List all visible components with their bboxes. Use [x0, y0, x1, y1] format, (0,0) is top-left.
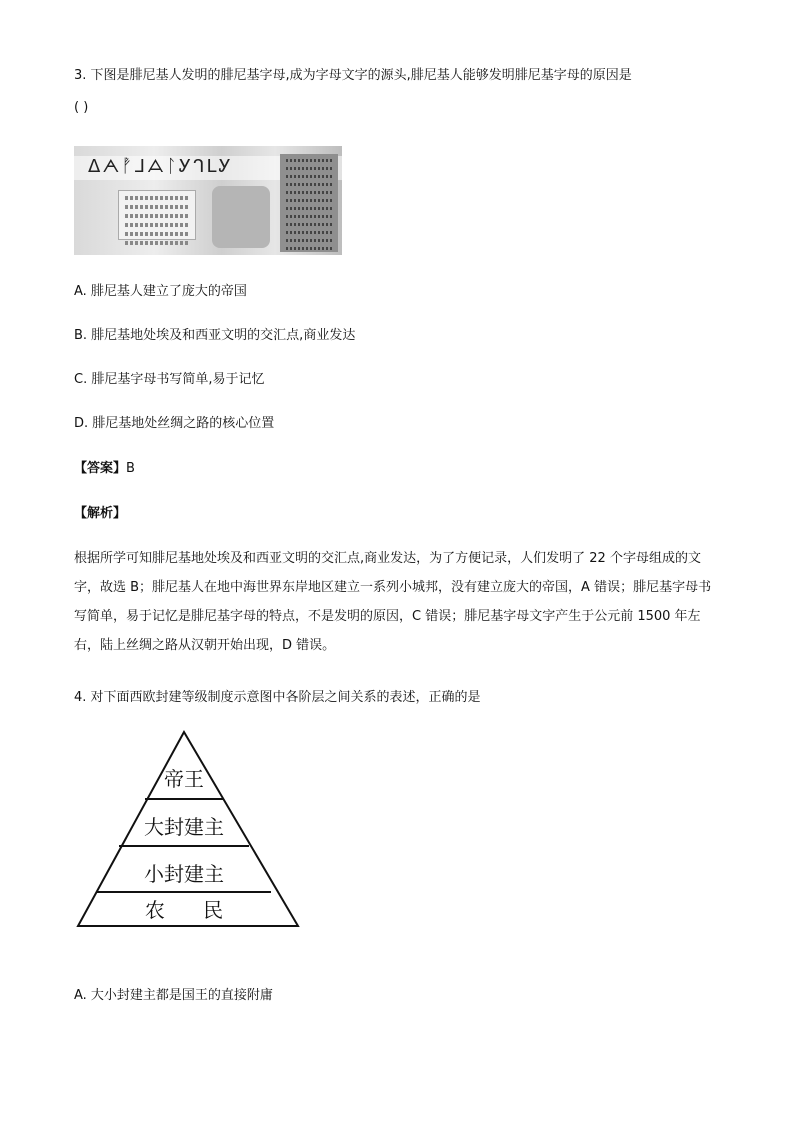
q3-option-b: B. 腓尼基地处埃及和西亚文明的交汇点,商业发达	[74, 328, 356, 343]
pyramid-level-lesser-lord: 小封建主	[144, 862, 224, 886]
q4-option-a: A. 大小封建主都是国王的直接附庸	[74, 988, 273, 1003]
tablet-inscription-left	[118, 190, 196, 240]
q3-option-a: A. 腓尼基人建立了庞大的帝国	[74, 284, 247, 299]
phoenician-alphabet-image	[74, 146, 342, 255]
answer-label: 【答案】	[74, 461, 127, 476]
phoenician-letters: ᐃᗅᚡᒧᗋᛚᎩᒉᒪᎩ	[88, 156, 233, 177]
feudal-hierarchy-pyramid	[70, 728, 306, 932]
pyramid-level-great-lord: 大封建主	[144, 815, 224, 839]
q3-option-c: C. 腓尼基字母书写简单,易于记忆	[74, 372, 265, 387]
q4-stem: 4. 对下面西欧封建等级制度示意图中各阶层之间关系的表述，正确的是	[74, 690, 481, 705]
tablet-stone-middle	[212, 186, 270, 248]
q3-answer-blank: ( )	[74, 100, 89, 115]
analysis-label: 【解析】	[74, 506, 127, 521]
q3-stem: 3. 下图是腓尼基人发明的腓尼基字母,成为字母文字的源头,腓尼基人能够发明腓尼基字母的原因是	[74, 68, 632, 83]
pyramid-level-emperor: 帝王	[164, 767, 204, 791]
analysis-text: 根据所学可知腓尼基地处埃及和西亚文明的交汇点,商业发达，为了方便记录，人们发明了 22 个字母组成的文字，故选 B；腓尼基人在地中海世界东岸地区建立一系列小城邦，没有建立庞大的帝国，A 错误；腓尼基字母书写简单，易于记忆是腓尼基字母的特点，不是发明的原因，C 错误；腓尼基字母文字产生于公元前 1500 年左右，陆上丝绸之路从汉朝开始出现，D 错误。	[74, 551, 712, 653]
tablet-stone-right	[280, 154, 338, 252]
q3-answer	[74, 459, 135, 479]
answer-value: B	[126, 461, 135, 476]
q3-option-d: D. 腓尼基地处丝绸之路的核心位置	[74, 416, 275, 431]
pyramid-level-peasant: 农 民	[144, 898, 224, 922]
